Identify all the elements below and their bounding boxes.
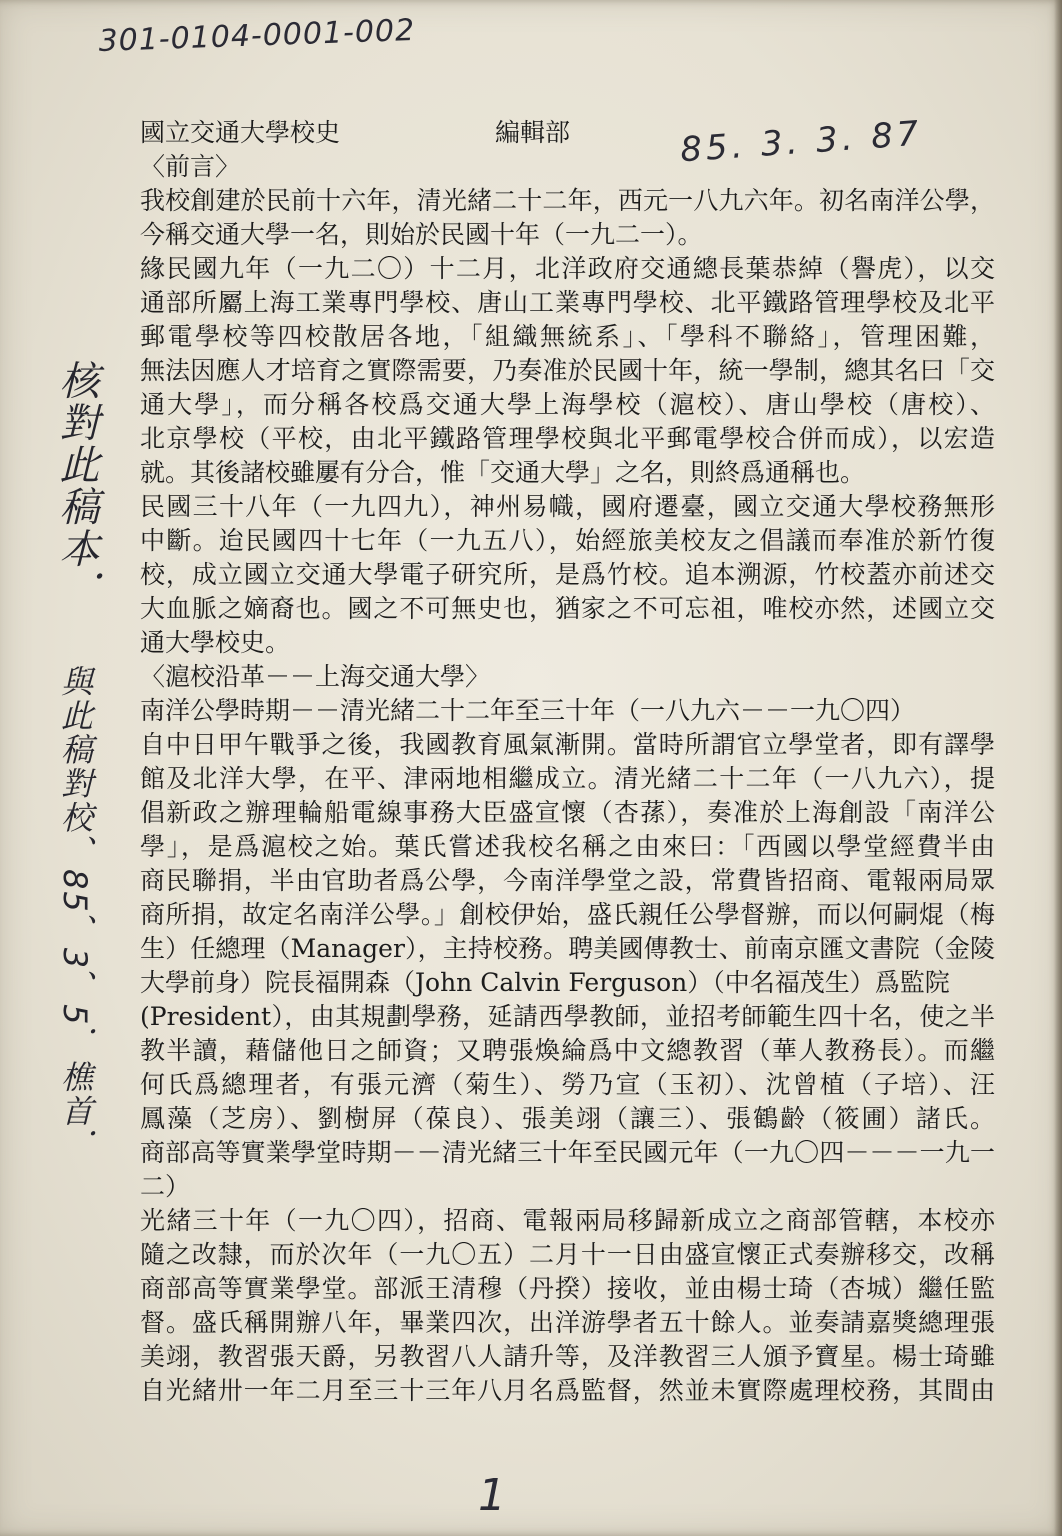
text-line: 我校創建於民前十六年，清光緒二十二年，西元一八九六年。初名南洋公學，: [140, 186, 995, 215]
text-line: 民國三十八年（一九四九），神州易幟，國府遷臺，國立交通大學校務無形: [140, 492, 995, 521]
text-line: 自光緒卅一年二月至三十三年八月名爲監督，然並未實際處理校務，其間由: [140, 1376, 995, 1405]
text-line: 光緒三十年（一九〇四），招商、電報兩局移歸新成立之商部管轄，本校亦: [140, 1206, 995, 1235]
subsection-heading-commerce-cont: 二）: [140, 1172, 191, 1201]
text-line: 大血脈之嫡裔也。國之不可無史也，猶家之不可忘祖，唯校亦然，述國立交: [140, 594, 995, 623]
archive-id-handwritten: 301-0104-0001-002: [98, 12, 416, 59]
section-heading-preface: 〈前言〉: [140, 152, 241, 181]
scan-edge-shadow: [1054, 0, 1062, 1536]
text-line: 商民聯捐，半由官助者爲公學，今南洋學堂之設，常費皆招商、電報兩局眾: [140, 866, 995, 895]
text-line: (President），由其規劃學務，延請西學教師，並招考師範生四十名，使之半: [140, 1002, 995, 1031]
text-line: 通部所屬上海工業專門學校、唐山工業專門學校、北平鐵路管理學校及北平: [140, 288, 995, 317]
subsection-heading-commerce: 商部高等實業學堂時期－－清光緒三十年至民國元年（一九〇四－－－一九一: [140, 1138, 995, 1167]
margin-note-collation: 與此稿對校、85、3、5．樵首．: [56, 665, 94, 1163]
text-line: 生）任總理（Manager），主持校務。聘美國傳教士、前南京匯文書院（金陵: [140, 934, 995, 963]
text-line: 郵電學校等四校散居各地，「組織無統系」、「學科不聯絡」，管理困難，: [140, 322, 995, 351]
text-line: 緣民國九年（一九二〇）十二月，北洋政府交通總長葉恭綽（譽虎），以交: [140, 254, 995, 283]
text-line: 館及北洋大學，在平、津兩地相繼成立。清光緒二十二年（一八九六），提: [140, 764, 995, 793]
text-line: 北京學校（平校，由北平鐵路管理學校與北平郵電學校合併而成），以宏造: [140, 424, 995, 453]
document-body: [140, 113, 998, 1408]
text-line: 今稱交通大學一名，則始於民國十年（一九二一）。: [140, 220, 703, 249]
date-note-handwritten: 85. 3. 3. 87: [678, 113, 924, 171]
text-line: 商部高等實業學堂。部派王清穆（丹揆）接收，並由楊士琦（杏城）繼任監: [140, 1274, 995, 1303]
text-line: 校，成立國立交通大學電子研究所，是爲竹校。追本溯源，竹校蓋亦前述交: [140, 560, 995, 589]
text-line: 隨之改隸，而於次年（一九〇五）二月十一日由盛宣懷正式奏辦移交，改稱: [140, 1240, 995, 1269]
text-line: 通大學校史。: [140, 628, 291, 657]
text-line: 倡新政之辦理輪船電線事務大臣盛宣懷（杏蓀），奏准於上海創設「南洋公: [140, 798, 995, 827]
document-header: [140, 116, 998, 150]
margin-note-proofread: 核對此稿本．: [53, 360, 99, 612]
page-number-handwritten: 1: [478, 1470, 506, 1521]
text-line: 大學前身）院長福開森（John Calvin Ferguson）（中名福茂生）爲監院: [140, 968, 950, 997]
department-name: 編輯部: [495, 118, 571, 147]
text-line: 學」，是爲滬校之始。葉氏嘗述我校名稱之由來曰：「西國以學堂經費半由: [140, 832, 995, 861]
text-line: 中斷。迨民國四十七年（一九五八），始經旅美校友之倡議而奉准於新竹復: [140, 526, 995, 555]
text-line: 自中日甲午戰爭之後，我國教育風氣漸開。當時所謂官立學堂者，即有譯學: [140, 730, 995, 759]
text-line: 教半讀，藉儲他日之師資；又聘張煥綸爲中文總教習（華人教務長）。而繼: [140, 1036, 995, 1065]
text-line: 何氏爲總理者，有張元濟（菊生）、勞乃宣（玉初）、沈曾植（子培）、汪: [140, 1070, 995, 1099]
text-line: 鳳藻（芝房）、劉樹屏（葆良）、張美翊（讓三）、張鶴齡（筱圃）諸氏。: [140, 1104, 995, 1133]
text-line: 就。其後諸校雖屢有分合，惟「交通大學」之名，則終爲通稱也。: [140, 458, 866, 487]
text-line: 無法因應人才培育之實際需要，乃奏准於民國十年，統一學制，總其名曰「交: [140, 356, 995, 385]
subsection-heading-nanyang: 南洋公學時期－－清光緒二十二年至三十年（一八九六－－一九〇四）: [140, 696, 916, 725]
text-line: 商所捐，故定名南洋公學。」創校伊始，盛氏親任公學督辦，而以何嗣焜（梅: [140, 900, 995, 929]
document-title: 國立交通大學校史: [140, 118, 341, 147]
text-line: 通大學」，而分稱各校爲交通大學上海學校（滬校）、唐山學校（唐校）、: [140, 390, 995, 419]
section-heading-shanghai: 〈滬校沿革－－上海交通大學〉: [140, 662, 491, 691]
text-line: 美翊，教習張天爵，另教習八人請升等，及洋教習三人頒予寶星。楊士琦雖: [140, 1342, 995, 1371]
text-line: 督。盛氏稱開辦八年，畢業四次，出洋游學者五十餘人。並奏請嘉獎總理張: [140, 1308, 995, 1337]
